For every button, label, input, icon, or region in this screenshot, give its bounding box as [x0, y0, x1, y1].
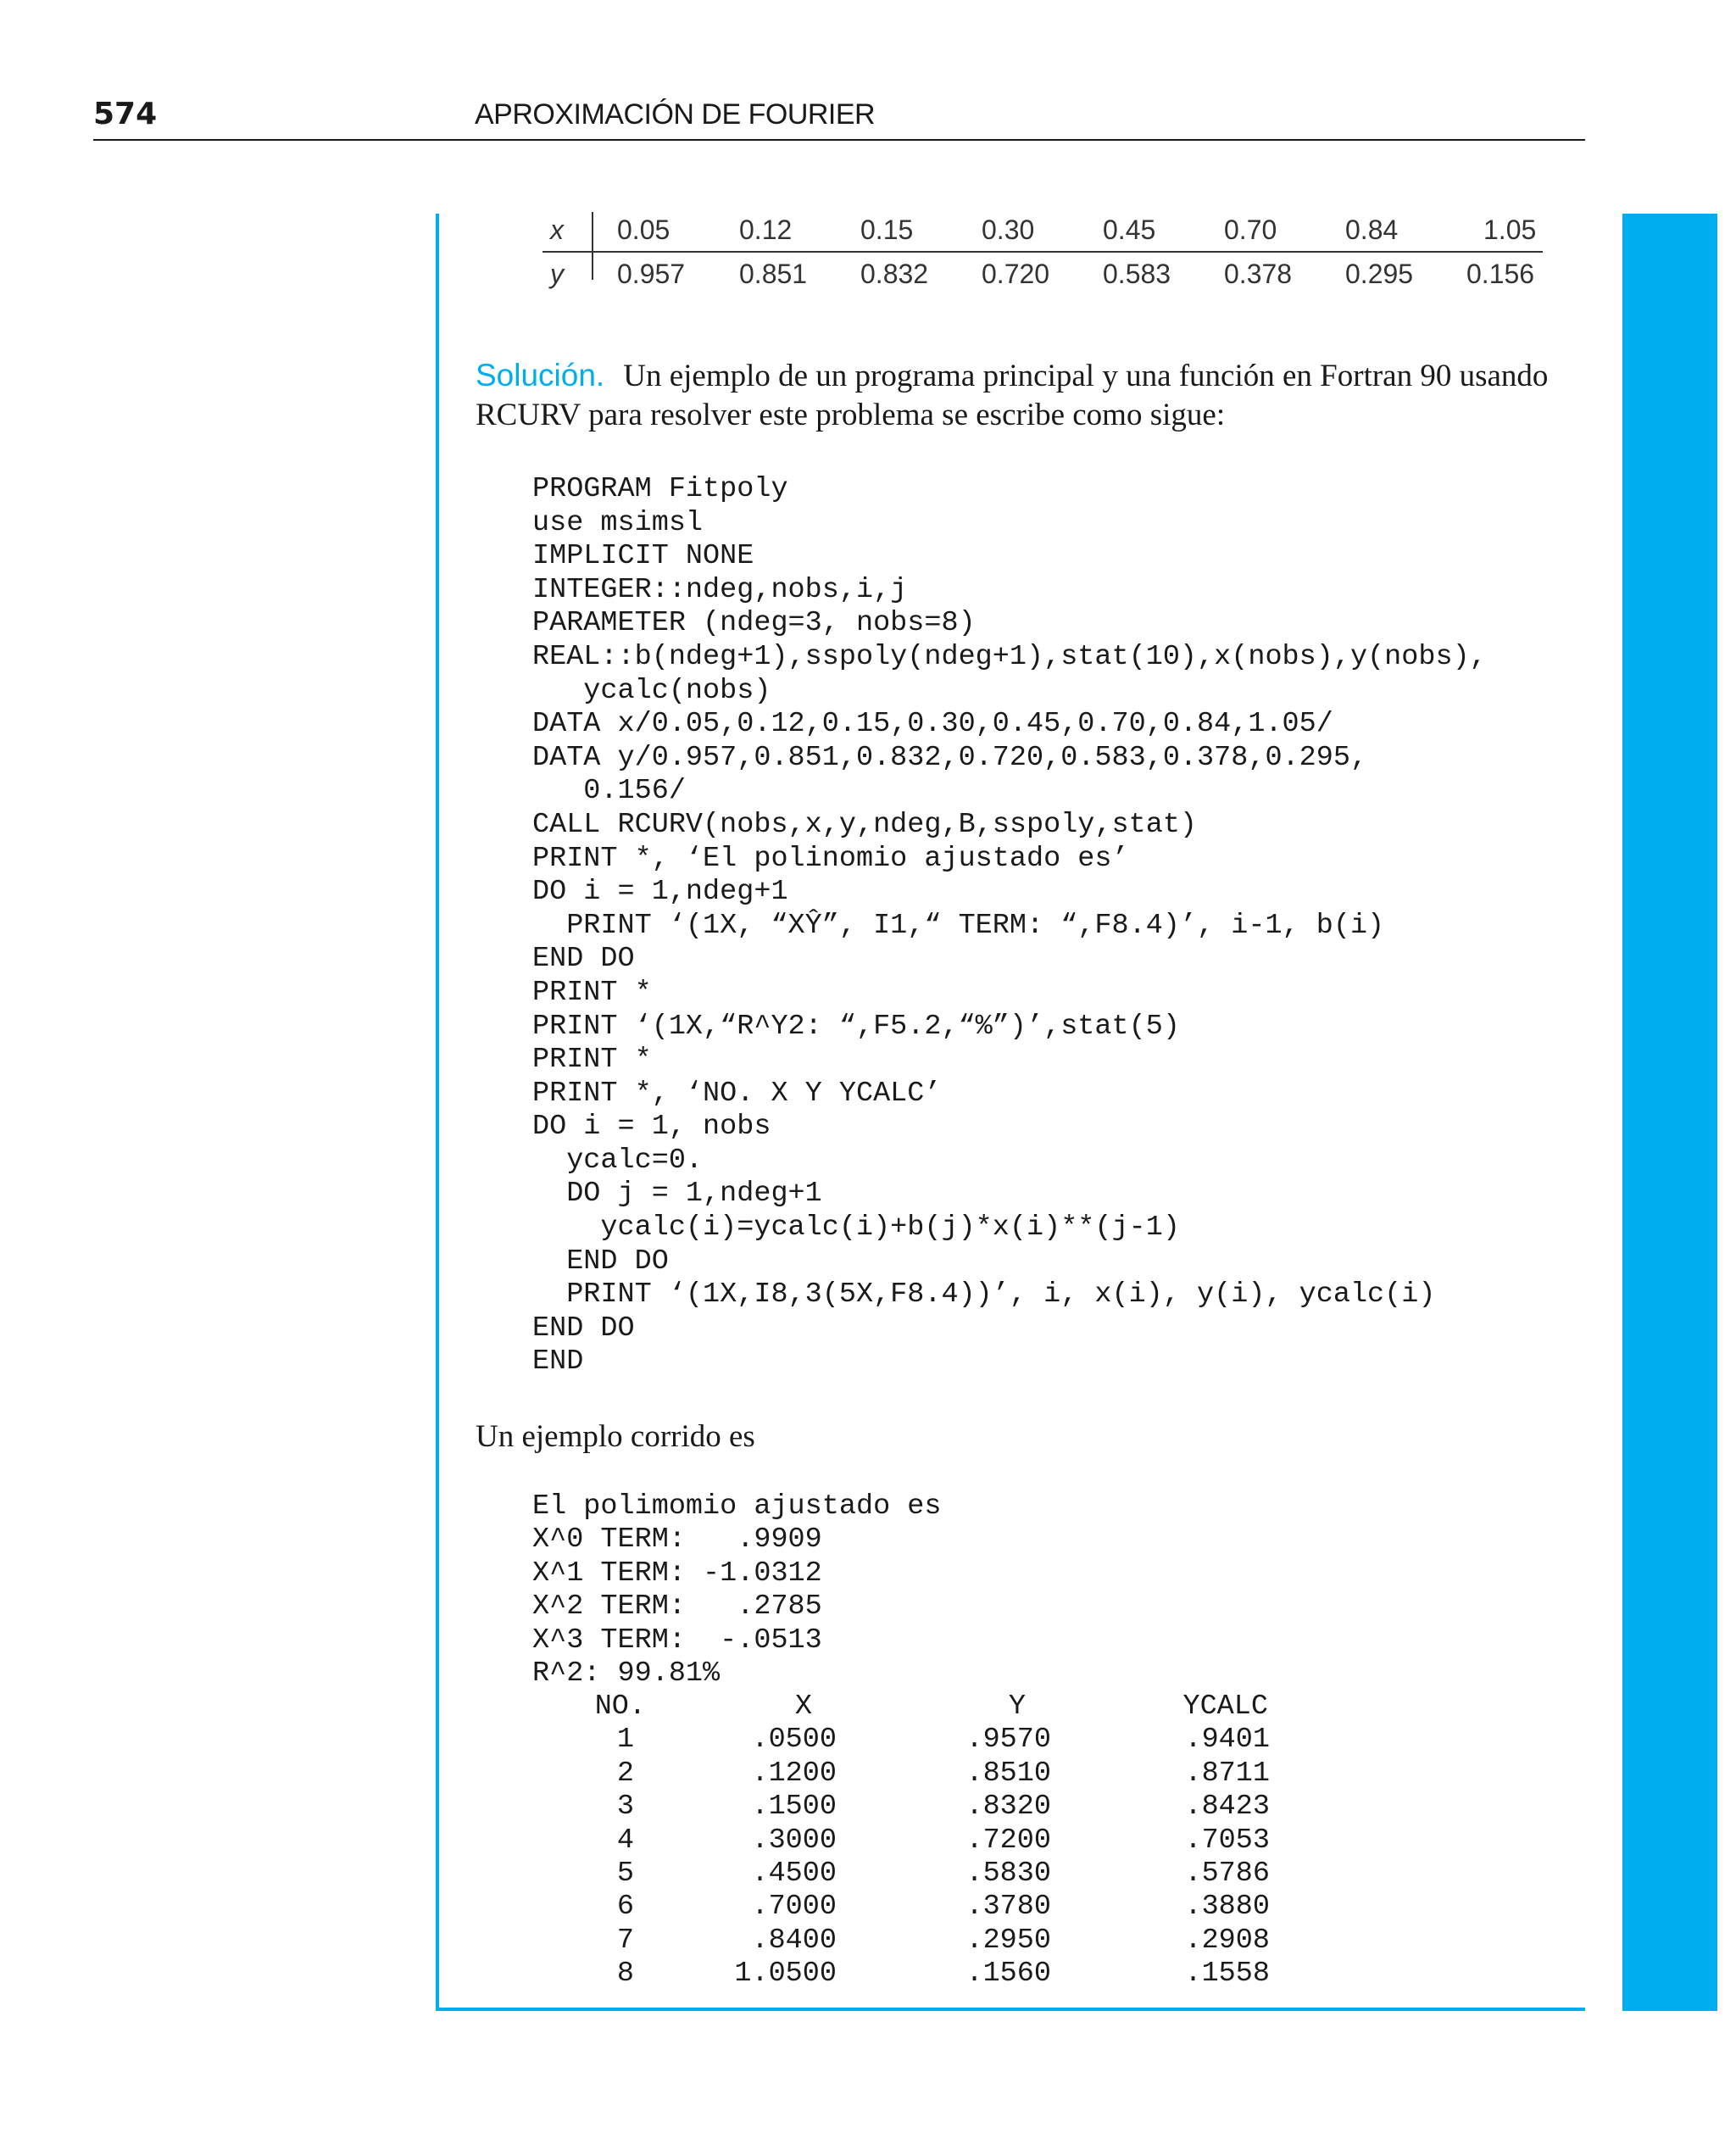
row-no: 3: [616, 1791, 634, 1824]
row-no: 4: [616, 1824, 634, 1857]
x-value: 0.15: [860, 214, 914, 245]
output-line: El polimomio ajustado es: [532, 1490, 942, 1523]
x-value: 0.05: [617, 214, 670, 245]
code-line: DATA y/0.957,0.851,0.832,0.720,0.583,0.378,0.295,: [532, 741, 1368, 774]
code-line: DO i = 1,ndeg+1: [532, 876, 788, 909]
code-line: END DO: [532, 943, 635, 976]
header-no: NO.: [594, 1690, 646, 1723]
code-line: PRINT ‘(1X, “XŶ”, I1,“ TERM: “,F8.4)’, i-1, b(i): [532, 909, 1385, 942]
table-row: [532, 1858, 1465, 1891]
code-line: PARAMETER (ndeg=3, nobs=8): [532, 607, 976, 640]
y-value: 0.957: [617, 259, 686, 289]
code-line: PRINT *, ‘NO. X Y YCALC’: [532, 1077, 942, 1110]
row-y: .8510: [965, 1757, 1051, 1790]
x-value: 0.45: [1103, 214, 1156, 245]
row-x: 1.0500: [734, 1958, 837, 1991]
x-value: 0.12: [739, 214, 793, 245]
code-line: PRINT *, ‘El polinomio ajustado es’: [532, 842, 1129, 875]
output-table: [532, 1690, 1465, 1991]
code-line: END DO: [532, 1312, 635, 1345]
page-header: [93, 95, 1585, 141]
row-no: 6: [616, 1891, 634, 1924]
row-x: .1500: [751, 1791, 837, 1824]
row-x: .4500: [751, 1857, 837, 1890]
row-x: .1200: [751, 1757, 837, 1790]
example-bottom-rule: [436, 2008, 1585, 2011]
code-line: DO j = 1,ndeg+1: [532, 1178, 822, 1211]
y-value: 0.832: [860, 259, 929, 289]
fortran-code-block: [532, 473, 1487, 1379]
row-x: .7000: [751, 1891, 837, 1924]
output-line: X^3 TERM: -.0513: [532, 1624, 822, 1657]
example-left-rule: [436, 214, 439, 2011]
row-y: .2950: [965, 1924, 1051, 1957]
row-y: .1560: [965, 1958, 1051, 1991]
row-y: .7200: [965, 1824, 1051, 1857]
row-ycalc: .1558: [1184, 1958, 1270, 1991]
x-value: 0.30: [982, 214, 1035, 245]
row-x: .0500: [751, 1724, 837, 1757]
y-value: 0.378: [1224, 259, 1293, 289]
y-value: 0.720: [982, 259, 1050, 289]
chapter-title: APROXIMACIÓN DE FOURIER: [475, 98, 876, 131]
row-y: .3780: [965, 1891, 1051, 1924]
side-color-tab: [1622, 214, 1717, 2011]
y-value: 0.156: [1466, 259, 1535, 289]
output-table-header: [532, 1690, 1465, 1724]
row-x: .8400: [751, 1924, 837, 1957]
code-line: PRINT *: [532, 976, 652, 1009]
y-value: 0.583: [1103, 259, 1171, 289]
x-value: 1.05: [1483, 214, 1537, 245]
table-row: [532, 1824, 1465, 1858]
table-row: [532, 1791, 1465, 1824]
code-line: DATA x/0.05,0.12,0.15,0.30,0.45,0.70,0.84,1.05/: [532, 708, 1333, 741]
row-y: .9570: [965, 1724, 1051, 1757]
header-y: Y: [1008, 1690, 1026, 1723]
row-ycalc: .2908: [1184, 1924, 1270, 1957]
row-no: 8: [616, 1958, 634, 1991]
code-line: END DO: [532, 1245, 669, 1278]
row-y: .8320: [965, 1791, 1051, 1824]
code-line: PROGRAM Fitpoly: [532, 473, 788, 505]
row-ycalc: .3880: [1184, 1891, 1270, 1924]
code-line: END: [532, 1345, 584, 1379]
row-ycalc: .8423: [1184, 1791, 1270, 1824]
row-ycalc: .9401: [1184, 1724, 1270, 1757]
table-row: [532, 1724, 1465, 1757]
solution-heading: Solución.: [476, 358, 605, 393]
y-value: 0.295: [1345, 259, 1414, 289]
output-table-body: [532, 1724, 1465, 1991]
output-line: X^0 TERM: .9909: [532, 1523, 822, 1557]
page-number: 574: [93, 97, 158, 131]
code-line: DO i = 1, nobs: [532, 1111, 771, 1144]
run-intro-text: Un ejemplo corrido es: [476, 1419, 755, 1454]
row-no: 1: [616, 1724, 634, 1757]
table-row: [532, 1958, 1465, 1991]
output-line: X^2 TERM: .2785: [532, 1590, 822, 1624]
code-line: PRINT ‘(1X,I8,3(5X,F8.4))’, i, x(i), y(i), ycalc(i): [532, 1278, 1436, 1312]
table-row: [532, 1757, 1465, 1791]
row-no: 7: [616, 1924, 634, 1957]
table-divider: [592, 212, 593, 280]
xy-data-table: [542, 209, 1543, 295]
program-output-block: [532, 1490, 941, 1690]
x-row-label: x: [550, 214, 564, 245]
y-row: [542, 253, 1543, 295]
code-line: REAL::b(ndeg+1),sspoly(ndeg+1),stat(10),x(nobs),y(nobs),: [532, 640, 1487, 673]
x-row: [542, 209, 1543, 253]
x-value: 0.70: [1224, 214, 1277, 245]
x-value: 0.84: [1345, 214, 1399, 245]
code-line: PRINT ‘(1X,“R^Y2: “,F5.2,“%”)’,stat(5): [532, 1010, 1180, 1043]
output-line: R^2: 99.81%: [532, 1657, 721, 1690]
row-no: 2: [616, 1757, 634, 1790]
solution-paragraph: [476, 356, 1594, 435]
header-x: X: [794, 1690, 812, 1723]
row-ycalc: .8711: [1184, 1757, 1270, 1790]
code-line: ycalc(i)=ycalc(i)+b(j)*x(i)**(j-1): [532, 1211, 1180, 1245]
code-line: ycalc(nobs): [532, 674, 771, 707]
row-ycalc: .7053: [1184, 1824, 1270, 1857]
code-line: ycalc=0.: [532, 1144, 704, 1177]
code-line: INTEGER::ndeg,nobs,i,j: [532, 573, 908, 606]
row-no: 5: [616, 1857, 634, 1890]
row-y: .5830: [965, 1857, 1051, 1890]
solution-text: Un ejemplo de un programa principal y una función en Fortran 90 usando RCURV para resolver este problema se escribe como sigue:: [476, 359, 1549, 432]
code-line: use msimsl: [532, 506, 704, 539]
table-row: [532, 1924, 1465, 1958]
header-ycalc: YCALC: [1182, 1690, 1268, 1723]
row-x: .3000: [751, 1824, 837, 1857]
y-row-label: y: [550, 259, 564, 289]
row-ycalc: .5786: [1184, 1857, 1270, 1890]
code-line: CALL RCURV(nobs,x,y,ndeg,B,sspoly,stat): [532, 808, 1198, 841]
output-line: X^1 TERM: -1.0312: [532, 1557, 822, 1590]
table-row: [532, 1891, 1465, 1924]
y-value: 0.851: [739, 259, 808, 289]
code-line: PRINT *: [532, 1044, 652, 1077]
code-line: IMPLICIT NONE: [532, 540, 754, 573]
code-line: 0.156/: [532, 775, 686, 808]
